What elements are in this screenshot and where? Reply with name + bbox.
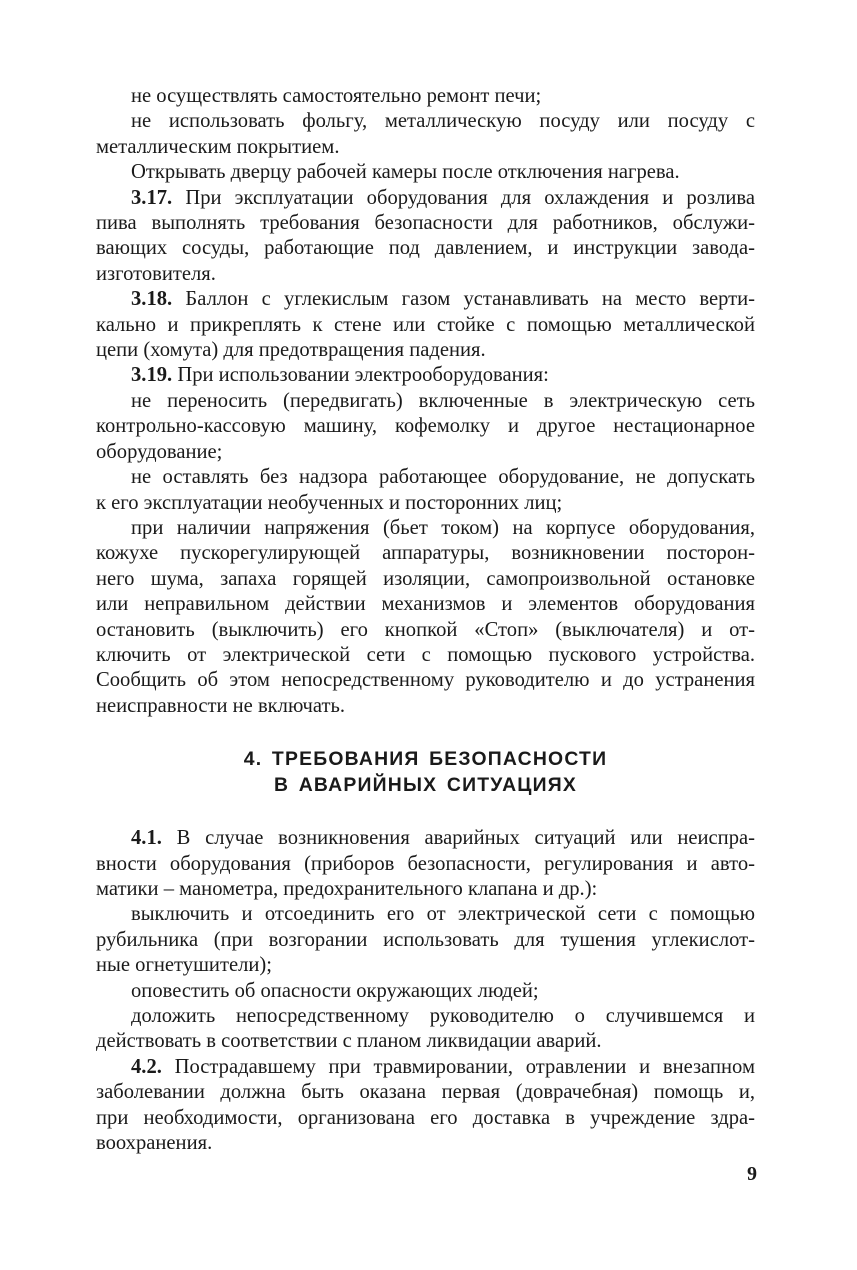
line-text: контрольно-кассовую машину, кофемолку и другое нестационарное — [96, 415, 755, 438]
text-line — [96, 592, 755, 617]
clause-number: 3.17. — [131, 186, 173, 209]
clause-number: 4.2. — [131, 1055, 162, 1078]
line-text: неисправности не включать. — [96, 694, 346, 717]
line-text: вности оборудования (приборов безопасности, регулирования и авто- — [96, 852, 755, 875]
line-text: ные огнетушители); — [96, 954, 272, 977]
line-text: цепи (хомута) для предотвращения падения. — [96, 339, 486, 362]
text-line — [96, 262, 755, 287]
clause-number: 4.1. — [131, 827, 162, 850]
line-text: Баллон с углекислым газом устанавливать на место верти- — [172, 288, 755, 311]
page-body — [96, 84, 755, 1156]
text-line — [96, 852, 755, 877]
text-line — [96, 643, 755, 668]
text-line — [96, 236, 755, 261]
text-line — [96, 1055, 755, 1080]
text-line — [96, 979, 755, 1004]
line-text: вающих сосуды, работающие под давлением, и инструкции завода- — [96, 237, 755, 260]
text-line — [96, 516, 755, 541]
line-text: пива выполнять требования безопасности для работников, обслужи- — [96, 212, 755, 235]
line-text: рубильника (при возгорании использовать для тушения углекислот- — [96, 928, 755, 951]
page-number: 9 — [747, 1163, 757, 1185]
line-text: остановить (выключить) его кнопкой «Стоп» (выключателя) и от- — [96, 618, 755, 641]
line-text: Пострадавшему при травмировании, отравлении и внезапном — [161, 1055, 755, 1078]
text-line — [96, 877, 755, 902]
text-line — [96, 186, 755, 211]
text-line — [96, 1131, 755, 1156]
text-line — [96, 1029, 755, 1054]
text-line — [96, 541, 755, 566]
line-text: или неправильном действии механизмов и элементов оборудования — [96, 593, 755, 616]
text-line — [96, 668, 755, 693]
line-text: при наличии напряжения (бьет током) на корпусе оборудования, — [131, 516, 755, 539]
text-line — [96, 109, 755, 134]
line-text: матики – манометра, предохранительного клапана и др.): — [96, 877, 598, 900]
text-line — [96, 135, 755, 160]
text-line — [96, 338, 755, 363]
line-text: выключить и отсоединить его от электрической сети с помощью — [131, 903, 755, 926]
text-line — [96, 826, 755, 851]
section-4-heading-line-2: В АВАРИЙНЫХ СИТУАЦИЯХ — [273, 774, 578, 797]
text-line — [96, 389, 755, 414]
text-line — [96, 287, 755, 312]
line-text: кожухе пускорегулирующей аппаратуры, возникновении посторон- — [96, 542, 755, 565]
text-line — [96, 618, 755, 643]
line-text: не использовать фольгу, металлическую посуду или посуду с — [131, 110, 755, 133]
line-text: Сообщить об этом непосредственному руководителю и до устранения — [96, 669, 755, 692]
line-text: изготовителя. — [96, 262, 216, 285]
line-text: доложить непосредственному руководителю о случившемся и — [131, 1005, 755, 1027]
line-text: ключить от электрической сети с помощью пускового устройства. — [96, 643, 755, 666]
section-4-text — [96, 826, 755, 1156]
line-text: к его эксплуатации необученных и посторонних лиц; — [96, 491, 563, 514]
line-text: оповестить об опасности окружающих людей; — [131, 979, 539, 1002]
text-line — [96, 363, 755, 388]
line-text: него шума, запаха горящей изоляции, самопроизвольной остановке — [96, 567, 755, 590]
section-4-heading-line-1: 4. ТРЕБОВАНИЯ БЕЗОПАСНОСТИ — [243, 748, 608, 771]
text-line — [96, 160, 755, 185]
text-line — [96, 902, 755, 927]
line-text: не осуществлять самостоятельно ремонт печи; — [131, 85, 542, 107]
line-text: При использовании электрооборудования: — [172, 364, 549, 387]
line-text: заболевании должна быть оказана первая (доврачебная) помощь и, — [96, 1081, 755, 1104]
line-text: оборудование; — [96, 440, 223, 463]
clause-number: 3.18. — [131, 288, 173, 311]
line-text: В случае возникновения аварийных ситуаций или неиспра- — [161, 827, 755, 850]
line-text: не переносить (передвигать) включенные в электрическую сеть — [131, 389, 755, 412]
clause-number: 3.19. — [131, 364, 173, 387]
text-line — [96, 1106, 755, 1131]
text-line — [96, 491, 755, 516]
text-line — [96, 84, 755, 109]
line-text: при необходимости, организована его доставка в учреждение здра- — [96, 1106, 755, 1129]
text-line — [96, 465, 755, 490]
text-line — [96, 414, 755, 439]
line-text: действовать в соответствии с планом ликвидации аварий. — [96, 1030, 602, 1053]
line-text: воохранения. — [96, 1132, 213, 1155]
text-line — [96, 1004, 755, 1029]
text-line — [96, 440, 755, 465]
text-line — [96, 211, 755, 236]
text-line — [96, 567, 755, 592]
section-4-heading — [96, 746, 755, 798]
text-line — [96, 928, 755, 953]
line-text: Открывать дверцу рабочей камеры после отключения нагрева. — [131, 161, 680, 184]
text-line — [96, 953, 755, 978]
text-line — [96, 313, 755, 338]
line-text: При эксплуатации оборудования для охлаждения и розлива — [172, 186, 755, 209]
line-text: не оставлять без надзора работающее оборудование, не допускать — [131, 466, 755, 489]
text-line — [96, 694, 755, 719]
section-3-text — [96, 84, 755, 719]
text-line — [96, 1080, 755, 1105]
line-text: кально и прикреплять к стене или стойке с помощью металлической — [96, 313, 755, 336]
line-text: металлическим покрытием. — [96, 135, 340, 158]
